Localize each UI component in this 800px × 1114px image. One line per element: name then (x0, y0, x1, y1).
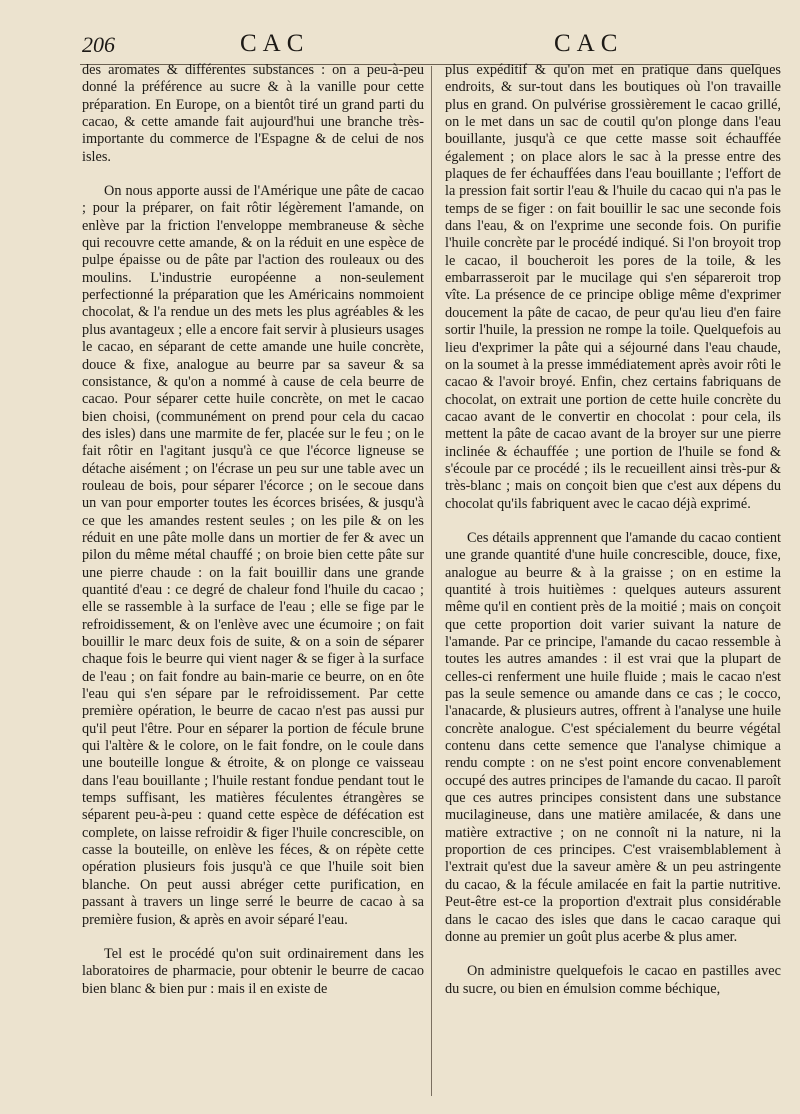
paragraph: Tel est le procédé qu'on suit ordinairement dans les laboratoires de pharmacie, pour obtenir le beurre de cacao bien blanc & bien pur : mais il en existe de (82, 945, 424, 997)
running-head-left: CAC (240, 30, 310, 57)
paragraph: On administre quelquefois le cacao en pastilles avec du sucre, ou bien en émulsion comme béchique, (445, 963, 781, 997)
paragraph: des aromates & différentes substances : on a peu-à-peu donné la préférence au sucre & à la vanille pour cette préparation. En Europe, on a bientôt tiré un grand parti du cacao, & cette amande fait aujourd'hui une branche très-importante du commerce de l'Espagne & de celui de nos isles. (82, 62, 424, 165)
paragraph: Ces détails apprennent que l'amande du cacao contient une grande quantité d'une huile concrescible, douce, fixe, analogue au beurre & à la graisse ; on en estime la quantité à trois huitièmes : quelques auteurs assurent même qu'il en contient près de la moitié ; mais on conçoit que cette proportion doit varier suivant la nature de l'amande. Par ce principe, l'amande du cacao ressemble à toutes les autres amandes : il est vrai que la plupart de celles-ci renferment une huile fluide ; mais le cacao n'est pas la seule semence ou amande dans ce cas ; le cocco, l'anacarde, & plusieurs autres, offrent à l'analyse une huile concrète analogue. C'est spécialement du beurre végétal contenu dans cette semence que l'analyse chimique a rendu compte : on ne s'est point encore convenablement occupé des autres principes de l'amande du cacao. Il paroît que ces autres principes consistent dans une substance mucilagineuse, dans une matière amilacée, & dans une matière extractive ; on ne connoît ni la nature, ni la proportion de ces principes. C'est vraisemblablement à l'extrait qu'est due la saveur amère & un peu astringente du cacao, & la fécule amilacée en fait la partie nutritive. Peut-être est-ce la proportion d'extrait plus considérable dans le cacao des isles que dans le cacao caraque qui donne au premier un goût plus acerbe & plus amer. (445, 529, 781, 945)
left-column (82, 62, 424, 998)
paragraph: plus expéditif & qu'on met en pratique dans quelques endroits, & sur-tout dans les boutiques où l'on travaille plus en grand. On pulvérise grossièrement le cacao grillé, on le met dans un sac de coutil qu'on plonge dans l'eau bouillante, jusqu'à ce que cette masse soit échauffée également ; on place alors le sac à la presse entre des plaques de fer échauffées dans l'eau bouillante ; l'effort de la pression fait sortir l'eau & l'huile du cacao qui n'a pas le temps de se figer : on fait bouillir le sac une seconde fois dans l'eau, & on l'exprime une seconde fois. On purifie l'huile concrète par le procédé indiqué. Si l'on broyoit trop le cacao, il boucheroit les pores de la toile, & les embarrasseroit par le mucilage qui s'en sépareroit trop vîte. La présence de ce principe oblige même d'exprimer doucement la pâte de cacao, de peur qu'au lieu d'en faire sortir l'huile, la pression ne rompe la toile. Quelquefois au lieu d'exprimer la pâte qui a séjourné dans l'eau chaude, on la soumet à la presse immédiatement après avoir rôti le cacao & l'avoir broyé. Enfin, chez certains fabriquans de chocolat, on extrait une portion de cette huile concrète du cacao avant de le convertir en chocolat : pour cela, ils mettent la pâte de cacao avant de la broyer sur une pierre inclinée & échauffée ; une portion de l'huile se fond & s'écoule par ce procédé ; ils le recueillent ainsi très-pur & très-blanc ; mais on conçoit bien que c'est aux dépens du chocolat qu'ils fabriquent avec le cacao déjà exprimé. (445, 62, 781, 512)
column-divider (431, 66, 432, 1096)
paragraph: On nous apporte aussi de l'Amérique une pâte de cacao ; pour la préparer, on fait rôtir légèrement l'amande, on enlève par la friction l'enveloppe membraneuse & sèche qui recouvre cette amande, & on la réduit en une espèce de pulpe épaisse ou de pâte par l'action des rouleaux ou des moulins. L'industrie européenne a non-seulement perfectionné la préparation que les Américains nommoient chocolat, & l'a rendue un des mets les plus agréables & les plus avantageux ; elle a encore fait servir à plusieurs usages le cacao, en séparant de cette amande une huile concrète, douce & fixe, analogue au beurre par sa saveur & sa consistance, & qu'on a nommé à cause de cela beurre de cacao. Pour séparer cette huile concrète, on met le cacao bien choisi, (communément on prend pour cela du cacao des isles) dans une marmite de fer, placée sur le feu ; on le fait rôtir en l'agitant jusqu'à ce que l'écorce ligneuse se détache aisément ; on l'écrase un peu sur une table avec un rouleau de bois, pour séparer l'écorce ; on le secoue dans un van pour emporter toutes les écorces brisées, & jusqu'à ce que les amandes restent seules ; on les pile & on les réduit en une pâte molle dans un mortier de fer & avec un pilon du même métal chauffé ; on broie bien cette pâte sur une pierre chaude : on la fait bouillir dans une grande quantité d'eau : ce degré de chaleur fond l'huile du cacao ; elle se rassemble à la surface de l'eau ; elle se fige par le refroidissement, & on l'enlève avec une écumoire ; on fait bouillir le marc deux fois de suite, & on a soin de séparer chaque fois le beurre qui vient nager & se figer à la surface de l'eau ; on fait fondre au bain-marie ce beurre, on en ôte l'eau qui s'en sépare par le refroidissement. Par cette première opération, le beurre de cacao n'est pas aussi pur qu'il peut l'être. Pour en séparer la portion de fécule brune qui l'altère & le colore, on le fait fondre, on le coule dans une bouteille longue & étroite, & on plonge ce vaisseau dans l'eau bouillante ; l'huile restant fondue pendant tout le temps suffisant, les matières féculentes étrangères se séparent peu-à-peu : quand cette espèce de défécation est complete, on laisse refroidir & figer l'huile concrescible, on casse la bouteille, on enlève les féces, & on répète cette opération plusieurs fois jusqu'à ce que l'huile soit bien blanche. On peut aussi abréger cette purification, en passant à travers un linge serré le beurre de cacao à sa première fusion, & après en avoir séparé l'eau. (82, 183, 424, 928)
page-number: 206 (82, 32, 115, 57)
page-header (0, 30, 800, 64)
running-head-right: CAC (554, 30, 624, 57)
right-column (445, 62, 781, 998)
